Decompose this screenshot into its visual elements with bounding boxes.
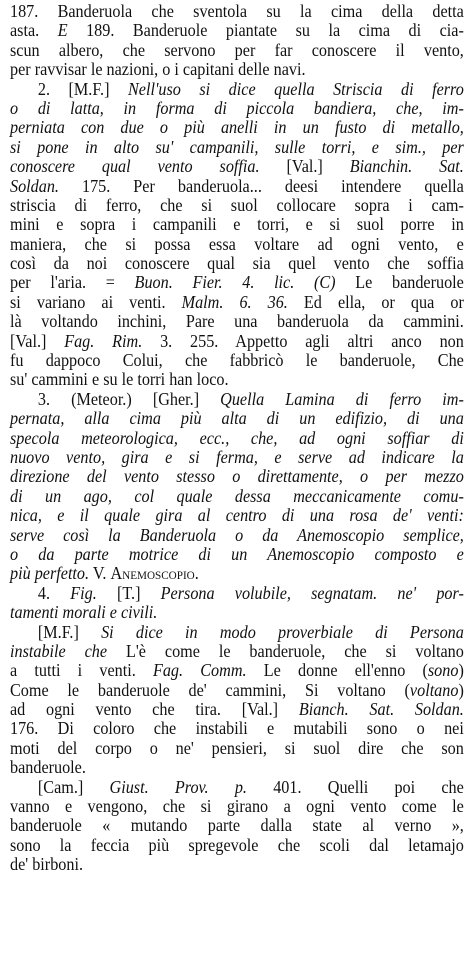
text-run: scun albero, che servono per far conoscere il vento, [10, 39, 464, 60]
italic-text-run: Si dice in modo proverbiale di Persona [101, 621, 464, 642]
text-run: banderuole « mutando parte dalla state al verno », [10, 815, 464, 836]
text-run: 176. Di coloro che instabili e mutabili sono o nei [10, 718, 464, 739]
italic-text-run: di un ago, col quale dessa meccanicamente comu- [10, 485, 464, 506]
text-line [10, 157, 464, 176]
italic-text-run: nuovo vento, gira e si ferma, e serve ad indicare la [10, 446, 464, 467]
text-run: a tutti i venti. [10, 660, 153, 681]
italic-text-run: Fag. Rim. [64, 330, 143, 351]
text-run: ) [458, 660, 464, 681]
text-line [10, 681, 464, 700]
text-line [10, 661, 464, 680]
text-line [10, 409, 464, 428]
dictionary-page [10, 2, 464, 875]
italic-text-run: E [57, 20, 68, 41]
text-run: 175. Per banderuola... deesi intendere quella [58, 175, 464, 196]
text-run: [M.F.] [37, 621, 102, 642]
text-run: Le banderuole [335, 272, 464, 293]
italic-text-run: tamenti morali e civili. [10, 602, 158, 623]
text-run: ) [458, 679, 464, 700]
text-line [10, 138, 464, 157]
entry-text-block [10, 2, 464, 875]
text-line [10, 254, 464, 273]
text-line [10, 545, 464, 564]
text-line [10, 855, 464, 874]
text-run: 3. (Meteor.) [Gher.] [37, 388, 221, 409]
text-line [10, 642, 464, 661]
text-line [10, 332, 464, 351]
text-line [10, 719, 464, 738]
text-run: si variano ai venti. [10, 291, 182, 312]
text-line [10, 429, 464, 448]
italic-text-run: Buon. Fier. 4. lic. (C) [134, 272, 336, 293]
text-line [10, 370, 464, 389]
text-run: maniera, che si possa essa voltare ad ogni vento, e [10, 233, 464, 254]
text-line [10, 584, 464, 603]
text-run: mini e sopra i campanili e torri, e si suol porre in [10, 214, 464, 235]
text-run: L'è come le banderuole, che si voltano [107, 640, 464, 661]
text-run: Ed ella, or qua or [287, 291, 464, 312]
text-run: 401. Quelli poi che [246, 776, 464, 797]
text-line [10, 603, 464, 622]
italic-text-run: Bianch. Sat. Soldan. [298, 699, 464, 720]
text-line [10, 118, 464, 137]
text-line [10, 778, 464, 797]
text-run: moti del corpo o ne' pensieri, si suol dire che son [10, 737, 464, 758]
text-run: striscia di ferro, che si suol collocare sopra i cam- [10, 194, 464, 215]
text-line [10, 235, 464, 254]
italic-text-run: nica, e il quale gira al centro di una rosa de' venti: [10, 505, 464, 526]
text-line [10, 526, 464, 545]
text-line [10, 487, 464, 506]
text-line [10, 700, 464, 719]
text-run: [Val.] [259, 156, 350, 177]
text-run: Le donne ell'enno ( [246, 660, 428, 681]
text-run: 187. Banderuola che sventola su la cima della detta [10, 1, 464, 21]
text-run: per l'aria. = [10, 272, 135, 293]
italic-text-run: Soldan. [10, 175, 59, 196]
italic-text-run: specola meteorologica, ecc., che, ad ogni soffiar di [10, 427, 464, 448]
italic-text-run: più perfetto. [10, 563, 90, 584]
italic-text-run: Giust. Prov. p. [109, 776, 247, 797]
italic-text-run: instabile che [10, 640, 108, 661]
text-run: 3. 255. Appetto agli altri anco non [142, 330, 464, 351]
text-run: banderuole. [10, 757, 86, 778]
text-run: [Val.] [10, 330, 65, 351]
text-run: su' cammini e su le torri han loco. [10, 369, 229, 390]
text-line [10, 41, 464, 60]
text-line [10, 273, 464, 292]
text-line [10, 99, 464, 118]
text-run: là voltando inchini, Pare una banderuola da cammini. [10, 311, 464, 332]
text-line [10, 60, 464, 79]
text-run: [T.] [96, 582, 161, 603]
text-run: per ravvisar le nazioni, o i capitani delle navi. [10, 59, 306, 80]
italic-text-run: si pone in alto su' campanili, sulle torri, e sim., per [10, 136, 464, 157]
italic-text-run: Nell'uso si dice quella Striscia di ferro [127, 78, 464, 99]
text-line [10, 467, 464, 486]
text-line [10, 351, 464, 370]
italic-text-run: serve così la Banderuola o da Anemoscopio semplice, [10, 524, 464, 545]
text-line [10, 177, 464, 196]
text-run: sono la feccia più spregevole che scoli dal letamajo [10, 834, 464, 855]
text-run: ad ogni vento che tira. [Val.] [10, 699, 299, 720]
text-line [10, 2, 464, 21]
italic-text-run: Quella Lamina di ferro im- [220, 388, 464, 409]
text-run: [Cam.] [37, 776, 110, 797]
text-line [10, 448, 464, 467]
text-run: 2. [M.F.] [37, 78, 128, 99]
text-run: Come le banderuole de' cammini, Si voltano ( [10, 679, 410, 700]
text-line [10, 506, 464, 525]
text-run: Anemoscopio. [110, 563, 199, 584]
italic-text-run: conoscere qual vento soffia. [10, 156, 260, 177]
text-run: de' birboni. [10, 854, 83, 875]
italic-text-run: sono [427, 660, 459, 681]
text-run: così da noi conoscere qual sia quel vento che soffia [10, 253, 464, 274]
text-run: fu dappoco Colui, che fabbricò le banderuole, Che [10, 350, 464, 371]
text-line [10, 80, 464, 99]
text-line [10, 21, 464, 40]
italic-text-run: perniata con due o più anelli in un fusto di metallo, [10, 117, 464, 138]
text-line [10, 758, 464, 777]
italic-text-run: pernata, alla cima più alta di un edifizio, di una [10, 408, 464, 429]
text-line [10, 816, 464, 835]
italic-text-run: o di latta, in forma di piccola bandiera, che, im- [10, 97, 464, 118]
italic-text-run: direzione del vento stesso o direttamente, o per mezzo [10, 466, 464, 487]
italic-text-run: voltano [409, 679, 459, 700]
text-run: asta. [10, 20, 58, 41]
text-run: 189. Banderuole piantate su la cima di cia- [67, 20, 464, 41]
text-line [10, 293, 464, 312]
text-line [10, 797, 464, 816]
italic-text-run: o da parte motrice di un Anemoscopio composto e [10, 543, 464, 564]
text-run: 4. [37, 582, 71, 603]
text-line [10, 312, 464, 331]
text-line [10, 390, 464, 409]
italic-text-run: Fag. Comm. [152, 660, 247, 681]
text-line [10, 196, 464, 215]
text-line [10, 623, 464, 642]
text-line [10, 215, 464, 234]
italic-text-run: Malm. 6. 36. [181, 291, 288, 312]
italic-text-run: Persona volubile, segnatam. ne' por- [160, 582, 464, 603]
text-run: V. [89, 563, 111, 584]
italic-text-run: Bianchin. Sat. [349, 156, 464, 177]
text-line [10, 739, 464, 758]
text-line [10, 564, 464, 583]
text-run: vanno e vengono, che si girano a ogni vento come le [10, 796, 464, 817]
text-line [10, 836, 464, 855]
italic-text-run: Fig. [70, 582, 97, 603]
